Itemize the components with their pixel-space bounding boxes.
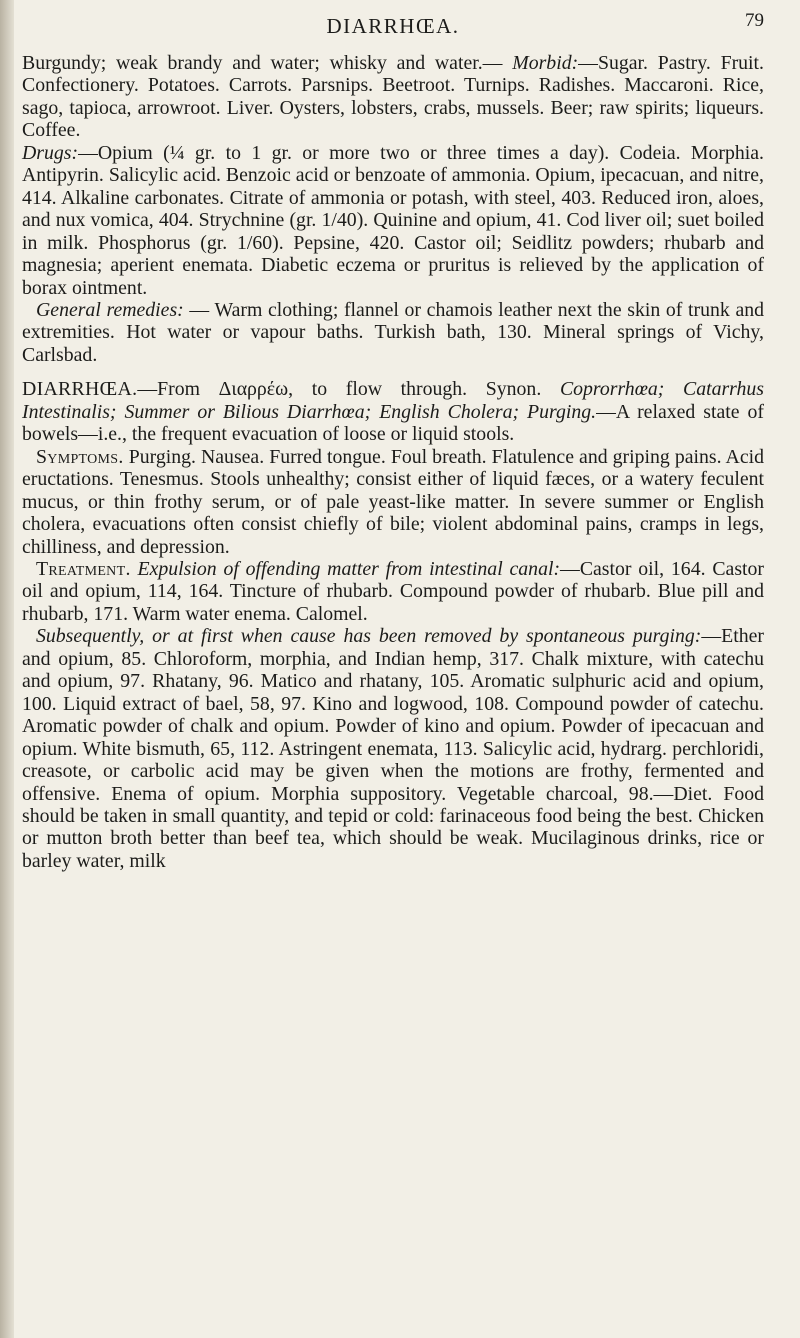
entry-synonyms: Coprorrhœa; Catarrhus Intestinalis; Summer or Bilious Diarrhœa; English Cholera; Purging. <box>22 378 764 423</box>
treatment-heading: Expulsion of offending matter from intestinal canal: <box>137 557 561 580</box>
diarrhoea-entry-heading <box>22 378 764 445</box>
treatment-paragraph <box>22 558 764 625</box>
diet-text: Burgundy; weak brandy and water; whisky and water.— <box>22 52 503 74</box>
treatment-text: —Castor oil, 164. Castor oil and opium, 114, 164. Tincture of rhubarb. Compound powder of rhubarb. Blue pill and rhubarb, 171. Warm water enema. Calomel. <box>22 557 764 625</box>
morbid-text: —Sugar. Pastry. Fruit. Confectionery. Potatoes. Carrots. Parsnips. Beetroot. Turnips. Radishes. Maccaroni. Rice, sago, tapioca, arrowroot. Liver. Oysters, lobsters, crabs, mussels. Beer; raw spirits; liqueurs. Coffee. <box>22 52 764 142</box>
page-number: 79 <box>745 10 764 31</box>
entry-definition: —A relaxed state of bowels—i.e., the frequent evacuation of loose or liquid stools. <box>22 400 764 446</box>
subsequent-treatment-text: —Ether and opium, 85. Chloroform, morphia, and Indian hemp, 317. Chalk mixture, with catechu and opium, 97. Rhatany, 96. Matico and rhatany, 105. Aromatic sulphuric acid and opium, 100. Liquid extract of bael, 58, 97. Kino and logwood, 108. Compound powder of catechu. Aromatic powder of chalk and opium. Powder of kino and opium. Powder of ipecacuan and opium. White bismuth, 65, 112. Astringent enemata, 113. Salicylic acid, hydrarg. perchloridi, creasote, or carbolic acid may be given when the motions are frothy, fermented and offensive. Enema of opium. Morphia suppository. Vegetable charcoal, 98.—Diet. Food should be taken in small quantity, and tepid or cold: farinaceous food being the best. Chicken or mutton broth better than beef tea, which should be weak. Mucilaginous drinks, rice or barley water, milk <box>22 625 764 872</box>
symptoms-text: Purging. Nausea. Furred tongue. Foul breath. Flatulence and griping pains. Acid eructations. Tenesmus. Stools unhealthy; consist either of liquid fæces, or a watery feculent mucus, or thin frothy serum, or of pale yeast-like matter. In severe summer or English cholera, evacuations often consist chiefly of bile; violent abdominal pains, cramps in legs, chilliness, and depression. <box>22 445 764 558</box>
book-page <box>22 0 764 872</box>
general-remedies-label: General remedies: <box>36 298 184 321</box>
general-remedies-paragraph <box>22 299 764 366</box>
drugs-label: Drugs: <box>22 141 79 164</box>
subsequent-treatment-paragraph <box>22 625 764 872</box>
treatment-label: Treatment. <box>36 557 131 580</box>
symptoms-label: Symptoms. <box>36 445 124 468</box>
general-remedies-text: — Warm clothing; flannel or chamois leather next the skin of trunk and extremities. Hot water or vapour baths. Turkish bath, 130. Mineral springs of Vichy, Carlsbad. <box>22 298 765 366</box>
subsequent-treatment-heading: Subsequently, or at first when cause has been removed by spontaneous purging: <box>36 625 702 648</box>
morbid-label: Morbid: <box>512 52 579 74</box>
symptoms-paragraph <box>22 446 764 558</box>
running-head: DIARRHŒA. <box>326 14 460 38</box>
page-header <box>22 0 764 52</box>
entry-etymology: —From Διαρρέω, to flow through. Synon. <box>137 378 542 401</box>
page-gutter-shadow <box>0 0 14 1338</box>
drugs-paragraph <box>22 142 764 299</box>
page-body <box>22 52 764 872</box>
drugs-text: —Opium (¼ gr. to 1 gr. or more two or three times a day). Codeia. Morphia. Antipyrin. Salicylic acid. Benzoic acid or benzoate of ammonia. Opium, ipecacuan, and nitre, 414. Alkaline carbonates. Citrate of ammonia or potash, with steel, 403. Reduced iron, aloes, and nux vomica, 404. Strychnine (gr. 1/40). Quinine and opium, 41. Cod liver oil; suet boiled in milk. Phosphorus (gr. 1/60). Pepsine, 420. Castor oil; Seidlitz powders; rhubarb and magnesia; aperient enemata. Diabetic eczema or pruritus is relieved by the application of borax ointment. <box>22 141 764 299</box>
diet-paragraph <box>22 52 764 142</box>
entry-headword: DIARRHŒA. <box>22 378 138 401</box>
